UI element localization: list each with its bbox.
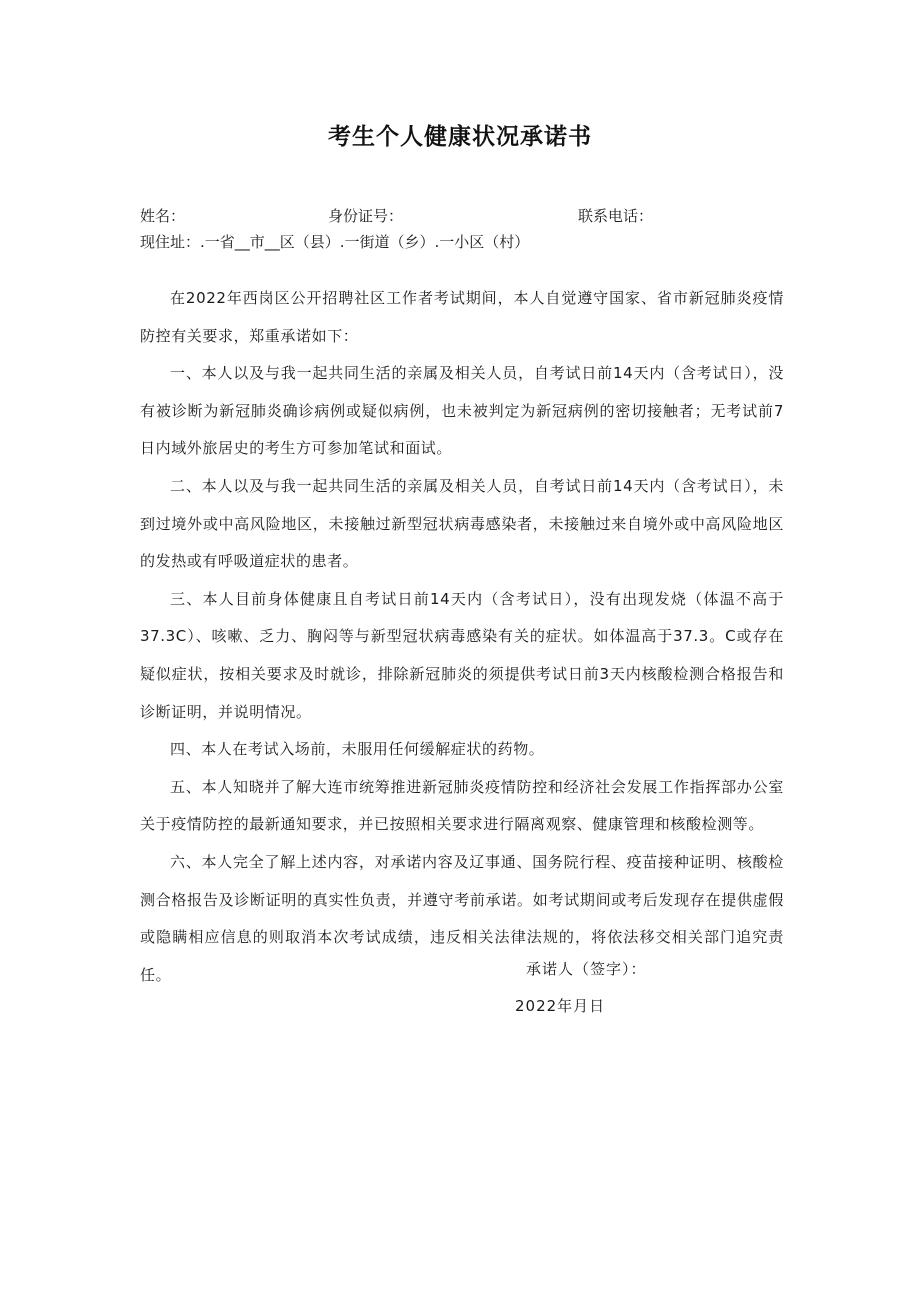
- pledge-item-2: 二、本人以及与我一起共同生活的亲属及相关人员，自考试日前14天内（含考试日），未到过境外或中高风险地区，未接触过新型冠状病毒感染者，未接触过来自境外或中高风险地区的发热或有呼吸道症状的患者。: [140, 476, 784, 571]
- intro-paragraph: 在2022年西岗区公开招聘社区工作者考试期间，本人自觉遵守国家、省市新冠肺炎疫情防控有关要求，郑重承诺如下：: [140, 289, 784, 345]
- pledge-item-6: 六、本人完全了解上述内容，对承诺内容及辽事通、国务院行程、疫苗接种证明、核酸检测合格报告及诊断证明的真实性负责，并遵守考前承诺。如考试期间或考后发现存在提供虚假或隐瞒相应信息的则取消本次考试成绩，违反相关法律法规的，将依法移交相关部门追究责任。: [140, 852, 784, 984]
- phone-label: 联系电话：: [578, 207, 654, 225]
- id-number-label: 身份证号：: [328, 207, 404, 225]
- signature-label: 承诺人（签字）：: [526, 960, 647, 978]
- pledge-item-5: 五、本人知晓并了解大连市统筹推进新冠肺炎疫情防控和经济社会发展工作指挥部办公室关于疫情防控的最新通知要求，并已按照相关要求进行隔离观察、健康管理和核酸检测等。: [140, 777, 784, 834]
- pledge-body: [140, 280, 784, 994]
- pledge-item-4: 四、本人在考试入场前，未服用任何缓解症状的药物。: [170, 740, 545, 759]
- pledge-item-1: 一、本人以及与我一起共同生活的亲属及相关人员，自考试日前14天内（含考试日），没有被诊断为新冠肺炎确诊病例或疑似病例，也未被判定为新冠病例的密切接触者；无考试前7日内域外旅居史的考生方可参加笔试和面试。: [140, 364, 784, 458]
- document-title: 考生个人健康状况承诺书: [328, 124, 592, 150]
- address-line: 现住址：.一省__市__区（县）.一街道（乡）.一小区（村）: [140, 233, 530, 251]
- name-label: 姓名：: [140, 207, 186, 225]
- signature-date: 2022年月日: [515, 997, 606, 1015]
- pledge-item-3: 三、本人目前身体健康且自考试日前14天内（含考试日），没有出现发烧（体温不高于37.3C）、咳嗽、乏力、胸闷等与新型冠状病毒感染有关的症状。如体温高于37.3。C或存在疑似症状，按相关要求及时就诊，排除新冠肺炎的须提供考试日前3天内核酸检测合格报告和诊断证明，并说明情况。: [140, 589, 784, 721]
